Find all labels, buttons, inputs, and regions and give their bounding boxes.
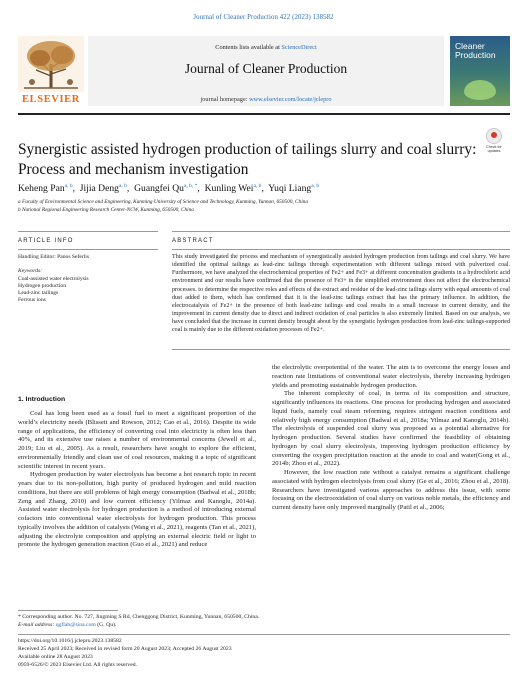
journal-header	[18, 36, 510, 106]
right-column	[272, 364, 510, 513]
abstract-end-rule	[172, 349, 510, 350]
body-paragraph: the electrolytic overpotential of the water. The aim is to overcome the energy losses and reaction rate limitations of conventional water electrolysis, thereby increasing hydrogen yields and promoting sustainable hydrogen production.	[272, 364, 510, 389]
abstract-heading: ABSTRACT	[172, 238, 214, 244]
keyword: Lead-zinc tailings	[18, 290, 59, 296]
article-info-heading: ARTICLE INFO	[18, 238, 74, 244]
contents-text: Contents lists available at	[215, 44, 280, 51]
elsevier-wordmark: ELSEVIER	[22, 94, 80, 105]
body-paragraph: However, the low reaction rate without a catalyst remains a significant challenge associated with hydrogen electrolysis from coal slurry (Ge et al., 2016; Zhou et al., 2018). Researchers have investigated various approaches to address this issue, with some focusing on the electrooxidation of coal slurry on various noble metals, the efficiency and current density have only improved marginally (Patil et al., 2006;	[272, 469, 510, 511]
body-paragraph: Hydrogen production by water electrolysis has become a hot research topic in recent years due to its non-pollution, high purity of produced hydrogen and mild reaction conditions, but there are still problems of high energy consumption (Badwal et al., 2018b; Zeng and Zhang, 2010) and low current efficiency (Yilmaz and Kanoglu, 2014a). Assisted water electrolysis for hydrogen production is a method of introducing external cofactors into conventional water electrolysis for hydrogen production. This process typically involves the addition of catalysts (Wang et al., 2021), reagents (Tan et al., 2021), adjusting the electrolyte composition and applying an external electric field or light to promote the hydrogen generation reaction (Guo et al., 2021) and reduce	[18, 471, 256, 549]
email-link[interactable]: qgflab@sina.com	[55, 622, 96, 628]
article-title: Synergistic assisted hydrogen production of tailings slurry and coal slurry: Process and mechanism investigation	[18, 141, 477, 178]
abstract-text: This study investigated the process and mechanism of synergistically assisted hydrogen production from tailings and coal slurry. We have identified the optimal tailings as lead-zinc tailings through experimentation with different tailings mixed with pulverized coal. Furthermore, we have analyzed the electrochemical properties of Fe2+ and Fe3+ at different concentration gradients in a hydrochloric acid environment and our results have confirmed that the presence of Fe3+ in the simplified environment does not affect the electrochemical processes. to determine the respective roles and effects of the extract and residue of the lead-zinc tailings slurry with equal amounts of coal dust added to them, which has confirmed that it is the lead-zinc tailings extract that has the primary influence. In addition, the electrocatalysis of Fe2+ in the presence of both lead-zinc tailings and coal results in a small increase in current density, and the improvement in current density due to direct and indirect oxidation of coal particles is also extremely limited. Based on our analysis, we have concluded that the increase in current density brought about by the synergistic hydrogen production from lead-zinc tailings-supported coal is mainly due to the different oxidation processes of Fe2+.	[172, 254, 510, 334]
keywords-label: Keywords:	[18, 268, 43, 274]
author[interactable]: Keheng Pan$^{a, b}$	[18, 183, 73, 195]
elsevier-tree-icon	[18, 36, 84, 92]
journal-title[interactable]: Journal of Cleaner Production	[184, 61, 348, 76]
affiliation-b: b National Regional Engineering Research Center-NCW, Kunming, 650500, China	[18, 207, 194, 213]
homepage-line	[88, 96, 444, 103]
section-heading-introduction: 1. Introduction	[18, 396, 66, 403]
check-dot-icon	[491, 132, 497, 138]
author-list: Keheng Pan$^{a, b}$, Jijia Deng$^{a, b}$, Guangfei $Qu^{a, b, *}$, Kunling Wei$^{a, b}$, Yuqi Liang$^{a, b}$	[18, 183, 320, 195]
corresponding-author-note: * Corresponding author. No. 727, Jingming S Rd, Chenggong District, Kunming, Yunnan, 650500, China.	[18, 614, 260, 620]
check-for-updates-button[interactable]	[483, 128, 505, 154]
check-updates-label: Check for updates	[486, 145, 502, 153]
footer-rule	[18, 634, 510, 635]
left-column	[18, 410, 256, 550]
keyword: Hydrogen production	[18, 283, 67, 289]
cover-leaf-icon	[464, 80, 496, 100]
author[interactable]: Kunling Wei$^{a, b}$	[204, 183, 262, 195]
contents-line	[88, 44, 444, 51]
body-paragraph: Coal has long been used as a fossil fuel to meet a significant proportion of the world’s electricity needs (Blissett and Rowson, 2012; Cao et al., 2016). Despite its wide range of applications, the efficiency of converting coal into electricity is often less than 40%, and its extensive use raises a number of environmental concerns (Jewell et al., 2019; Liu et al., 2005). As a result, researchers have sought to explore the efficient, environmentally friendly and clean use of coal resources, making it a topic of significant scientific interest in recent years.	[18, 410, 256, 470]
homepage-label: journal homepage:	[200, 96, 248, 103]
affiliation-a: a Faculty of Environmental Science and Engineering, Kunming University of Science and Technology, Kunming, Yunnan, 650500, China	[18, 199, 308, 205]
abstract-rule-2	[172, 249, 510, 250]
available-online: Available online 28 August 2023	[18, 654, 93, 660]
received-dates: Received 25 April 2023; Received in revised form 20 August 2023; Accepted 26 August 2023	[18, 646, 232, 652]
homepage-link[interactable]: www.elsevier.com/locate/jclepro	[249, 96, 332, 103]
elsevier-logo	[18, 36, 84, 106]
article-info-rule	[18, 231, 158, 232]
check-updates-icon	[486, 128, 502, 144]
handling-editor: Handling Editor: Panos Seferlis	[18, 254, 90, 260]
body-paragraph: The inherent complexity of coal, in terms of its composition and structure, significantly influences its reactions. One process for producing hydrogen and associated liquid fuels, namely coal steam reforming, requires stringent reaction conditions and relatively high energy consumption (Badwal et al., 2018a; Yilmaz and Kanoglu, 2014b). The electrolysis of suspended coal slurry was proposed as a potential alternative for hydrogen production. Several studies have confirmed the feasibility of obtaining hydrogen by coal slurry electrolysis, improving hydrogen production efficiency by converting the oxygen precipitation reaction at the anode to coal and water(Gong et al., 2014b; Zhou et al., 2022).	[272, 390, 510, 468]
doi-link[interactable]: https://doi.org/10.1016/j.jclepro.2023.138582	[18, 638, 122, 644]
author[interactable]: Yuqi Liang$^{a, b}$	[268, 183, 320, 195]
journal-cover[interactable]	[450, 36, 510, 106]
journal-reference[interactable]: Journal of Cleaner Production 422 (2023) 138582	[193, 14, 334, 21]
abstract-rule	[172, 231, 510, 232]
sciencedirect-link[interactable]: ScienceDirect	[281, 44, 317, 51]
email-line	[18, 622, 116, 630]
keyword: Coal-assisted water electrolysis	[18, 276, 89, 282]
header-divider	[18, 113, 510, 115]
author[interactable]: Jijia Deng$^{a, b}$	[79, 183, 127, 195]
email-suffix: (G. Qu).	[97, 622, 117, 628]
footnote-rule	[18, 610, 118, 611]
journal-info-panel	[88, 36, 444, 106]
email-label: E-mail address:	[18, 622, 55, 628]
author[interactable]: Guangfei $Qu^{a, b, *}$	[134, 183, 198, 195]
cover-title: Cleaner Production	[455, 41, 496, 60]
keyword: Ferrous ions	[18, 297, 46, 303]
copyright-notice: 0959-6526/© 2023 Elsevier Ltd. All rights reserved.	[18, 662, 137, 668]
article-info-rule-2	[18, 249, 158, 250]
